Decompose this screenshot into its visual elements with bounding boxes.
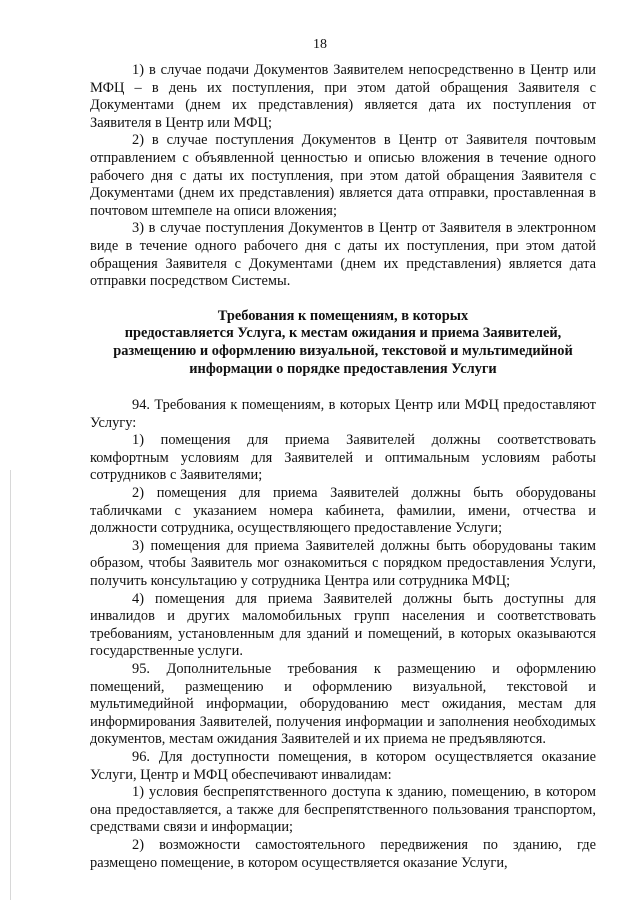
heading-line-2: предоставляется Услуга, к местам ожидания и приема Заявителей,: [124, 325, 562, 342]
heading-line-1: Требования к помещениям, в которых: [217, 307, 469, 324]
paragraph-delivery-by-mail: 2) в случае поступления Документов в Центр от Заявителя почтовым отправлением с объявленной ценностью и описью вложения в течение одного рабочего дня с даты их поступления, при этом датой обращения Заявителя с Документами (днем их представления) является дата отправки, проставленная в почтовом штемпеле на описи вложения;: [90, 132, 596, 219]
page-number: 18: [313, 37, 327, 52]
paragraph-96: 96. Для доступности помещения, в котором осуществляется оказание Услуги, Центр и МФЦ обеспечивают инвалидам:: [90, 748, 596, 783]
heading-line-4: информации о порядке предоставления Услуги: [189, 360, 497, 377]
paragraph-94-item-3: 3) помещения для приема Заявителей должны быть оборудованы таким образом, чтобы Заявитель мог ознакомиться с порядком предоставления Услуги, получить консультацию у сотрудника Центра или сотрудника МФЦ;: [90, 537, 596, 590]
paragraph-94-item-2: 2) помещения для приема Заявителей должны быть оборудованы табличками с указанием номера кабинета, фамилии, имени, отчества и должности сотрудника, осуществляющего предоставление Услуги;: [90, 485, 596, 537]
scan-edge-line: [10, 470, 11, 900]
paragraph-96-item-1: 1) условия беспрепятственного доступа к зданию, помещению, в котором она предоставляется, а также для беспрепятственного пользования транспортом, средствами связи и информации;: [90, 784, 596, 836]
section-heading: [90, 308, 596, 378]
paragraph-96-item-2: 2) возможности самостоятельного передвижения по зданию, где размещено помещение, в котором осуществляется оказание Услуги,: [90, 836, 596, 871]
paragraph-94-item-1: 1) помещения для приема Заявителей должны соответствовать комфортным условиям для Заявителей и оптимальным условиям работы сотрудников с Заявителями;: [90, 432, 596, 484]
paragraph-95: 95. Дополнительные требования к размещению и оформлению помещений, размещению и оформлению визуальной, текстовой и мультимедийной информации, оборудованию мест ожидания, местам для информирования Заявителей, получения информации и заполнения необходимых документов, местам ожидания Заявителей и их приема не предъявляются.: [90, 661, 596, 748]
document-body: [90, 62, 596, 872]
paragraph-delivery-electronic: 3) в случае поступления Документов в Центр от Заявителя в электронном виде в течение одного рабочего дня с даты их поступления, при этом датой обращения Заявителя с Документами (днем их представления) является дата отправки посредством Системы.: [90, 220, 596, 290]
heading-line-3: размещению и оформлению визуальной, текстовой и мультимедийной: [113, 342, 573, 359]
paragraph-94-item-4: 4) помещения для приема Заявителей должны быть доступны для инвалидов и других маломобильных групп населения и соответствовать требованиям, установленным для зданий и помещений, в которых оказываются государственные услуги.: [90, 590, 596, 660]
paragraph-delivery-in-person: 1) в случае подачи Документов Заявителем непосредственно в Центр или МФЦ – в день их поступления, при этом датой обращения Заявителя с Документами (днем их представления) является дата их поступления от Заявителя в Центр или МФЦ;: [90, 62, 596, 131]
paragraph-94: 94. Требования к помещениям, в которых Центр или МФЦ предоставляют Услугу:: [90, 397, 596, 431]
